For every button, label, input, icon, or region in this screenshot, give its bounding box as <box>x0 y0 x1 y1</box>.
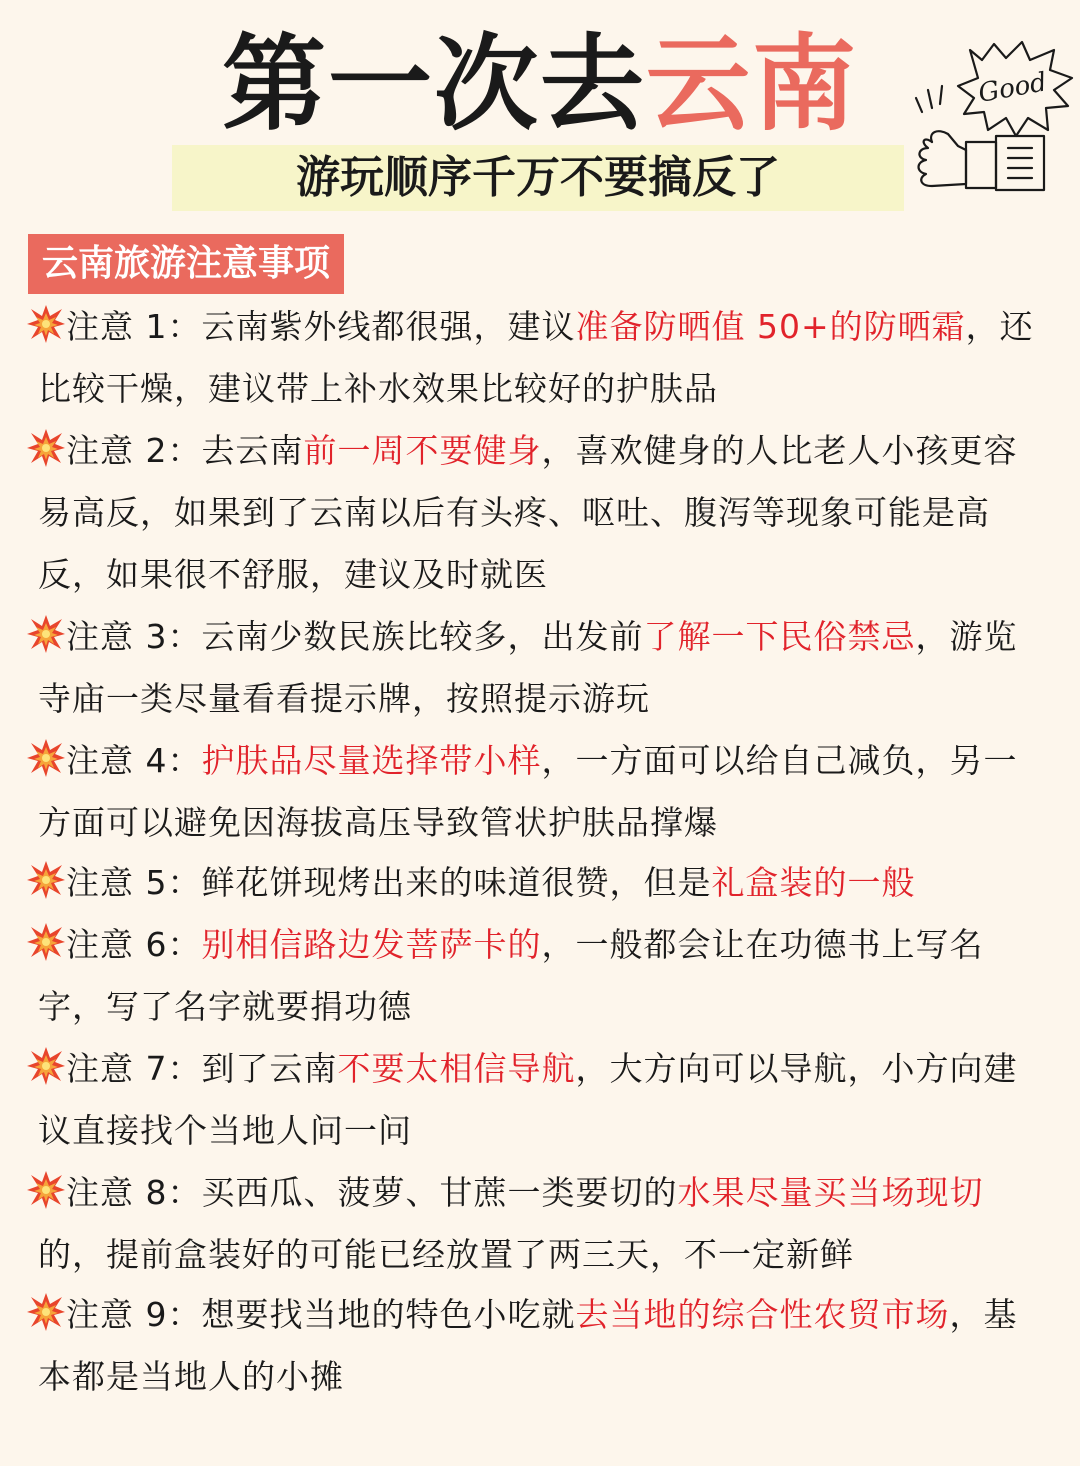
note-item <box>38 1162 1050 1286</box>
note-highlight: 了解一下民俗禁忌 <box>643 617 916 656</box>
note-item <box>38 420 1050 606</box>
note-label: 注意 9： <box>66 1295 202 1334</box>
explosion-icon <box>26 1044 66 1084</box>
note-item <box>38 914 1050 1038</box>
note-item <box>38 730 1050 854</box>
note-item <box>38 1284 1050 1408</box>
explosion-icon <box>26 920 66 960</box>
explosion-icon <box>26 302 66 342</box>
note-highlight: 礼盒装的一般 <box>711 863 916 902</box>
note-highlight: 准备防晒值 50+的防晒霜 <box>575 307 966 346</box>
note-text: 云南紫外线都很强，建议 <box>201 307 576 346</box>
note-text: ，一方面可以给自己减负，另一方面可以避免因海拔高压导致管状护肤品撑爆 <box>38 741 1018 842</box>
subtitle: 游玩顺序千万不要搞反了 <box>296 152 780 203</box>
note-text: ，基本都是当地人的小摊 <box>38 1295 1018 1396</box>
note-text: 想要找当地的特色小吃就 <box>201 1295 576 1334</box>
note-highlight: 去当地的综合性农贸市场 <box>575 1295 950 1334</box>
note-label: 注意 7： <box>66 1049 202 1088</box>
note-text: 云南少数民族比较多，出发前 <box>201 617 644 656</box>
title-accent: 云南 <box>646 23 859 145</box>
note-highlight: 别相信路边发菩萨卡的 <box>201 925 542 964</box>
note-text: ，喜欢健身的人比老人小孩更容易高反，如果到了云南以后有头疼、呕吐、腹泻等现象可能是高反，如果很不舒服，建议及时就医 <box>38 431 1018 594</box>
section-tag: 云南旅游注意事项 <box>28 234 344 294</box>
note-highlight: 前一周不要健身 <box>303 431 542 470</box>
note-item <box>38 1038 1050 1162</box>
note-item <box>38 852 1050 914</box>
note-highlight: 不要太相信导航 <box>337 1049 576 1088</box>
explosion-icon <box>26 1168 66 1208</box>
explosion-icon <box>26 736 66 776</box>
note-item <box>38 606 1050 730</box>
note-highlight: 护肤品尽量选择带小样 <box>201 741 542 780</box>
note-text: 去云南 <box>201 431 304 470</box>
note-highlight: 水果尽量买当场现切 <box>677 1173 984 1212</box>
note-text: 的，提前盒装好的可能已经放置了两三天，不一定新鲜 <box>38 1235 854 1274</box>
thumbs-up-good-icon <box>908 38 1076 198</box>
title-main: 第一次去 <box>221 23 646 145</box>
explosion-icon <box>26 1290 66 1330</box>
note-label: 注意 6： <box>66 925 202 964</box>
note-text: 买西瓜、菠萝、甘蔗一类要切的 <box>201 1173 678 1212</box>
note-label: 注意 3： <box>66 617 202 656</box>
note-text: ，游览寺庙一类尽量看看提示牌，按照提示游玩 <box>38 617 1018 718</box>
note-label: 注意 8： <box>66 1173 202 1212</box>
explosion-icon <box>26 426 66 466</box>
note-text: ，还比较干燥，建议带上补水效果比较好的护肤品 <box>38 307 1034 408</box>
note-text: 到了云南 <box>201 1049 338 1088</box>
note-label: 注意 4： <box>66 741 202 780</box>
note-label: 注意 5： <box>66 863 202 902</box>
note-text: ，一般都会让在功德书上写名字，写了名字就要捐功德 <box>38 925 984 1026</box>
note-text: 鲜花饼现烤出来的味道很赞，但是 <box>201 863 712 902</box>
note-label: 注意 1： <box>66 307 202 346</box>
note-text: ，大方向可以导航，小方向建议直接找个当地人问一问 <box>38 1049 1018 1150</box>
explosion-icon <box>26 858 66 898</box>
note-item <box>38 296 1050 420</box>
good-text: Good <box>976 67 1050 109</box>
explosion-icon <box>26 612 66 652</box>
note-label: 注意 2： <box>66 431 202 470</box>
